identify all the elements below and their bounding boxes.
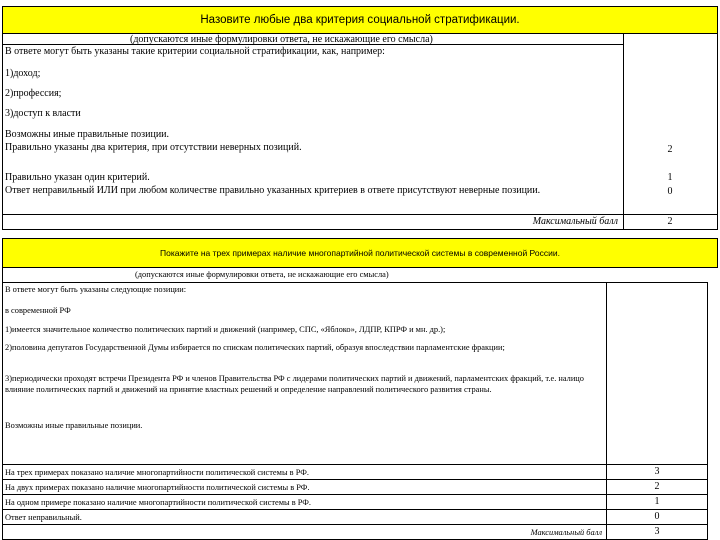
task1-answer-2: 2)профессия; [5,88,62,99]
task2-row-line-1 [2,479,708,480]
task2-criterion-1: На одном примере показано наличие многопартийности политической системы в РФ. [5,498,312,507]
task2-score-0: 0 [654,511,660,522]
task2-criterion-3: На трех примерах показано наличие многопартийности политической системы в РФ. [5,468,309,477]
task2-note-line [2,282,708,283]
task1-answer-1: 1)доход; [5,68,41,79]
task1-criterion-2: Правильно указаны два критерия, при отсутствии неверных позиций. [5,142,302,153]
task2-score-1: 1 [654,496,660,507]
task1-score-0: 0 [667,186,673,197]
task2-criterion-2: На двух примерах показано наличие многопартийности политической системы в РФ. [5,483,310,492]
task2-score-2: 2 [654,481,660,492]
task1-score-divider [623,34,624,230]
task2-question: Покажите на трех примерах наличие многопартийной политической системы в современной России. [160,248,560,258]
task1-criterion-0: Ответ неправильный ИЛИ при любом количестве правильно указанных критериев в ответе присутствуют неверные позиции. [5,185,541,196]
task2-row-line-2 [2,494,708,495]
task1-max-label: Максимальный балл [532,216,618,227]
task1-right-border [717,34,718,230]
task2-score-divider [606,282,607,540]
task1-question-banner [2,6,718,34]
task2-row-line-3 [2,509,708,510]
task1-max-line [2,214,718,215]
task2-answer-intro2: в современной РФ [5,306,71,315]
task2-criterion-0: Ответ неправильный. [5,513,82,522]
task2-max-label: Максимальный балл [530,528,602,537]
task2-answer-2: 2)половина депутатов Государственной Думы избирается по спискам политических партий, образуя впоследствии парламентские фракции; [5,343,505,352]
task2-score-3: 3 [654,466,660,477]
task1-note: (допускаются иные формулировки ответа, не искажающие его смысла) [130,34,433,45]
task1-answer-intro: В ответе могут быть указаны такие критерии социальной стратификации, как, например: [5,46,385,57]
task1-other: Возможны иные правильные позиции. [5,129,170,140]
task1-answer-3: 3)доступ к власти [5,108,81,119]
task2-other: Возможны иные правильные позиции. [5,421,143,430]
task2-answers-bottom [2,464,708,465]
task2-answer-intro: В ответе могут быть указаны следующие позиции: [5,285,187,294]
task2-row-line-4 [2,524,708,525]
task2-answer-3: 3)периодически проходят встречи Президента РФ и членов Правительства РФ с лидерами политических партий и движений, парламентских фракций, т.е. налицо влияние политических партий и движений на принятие властных решений и определение направлений политического развития страны. [5,374,584,394]
task2-note: (допускаются иные формулировки ответа, не искажающие его смысла) [135,270,389,279]
task2-question-banner [2,238,718,268]
task2-table [0,268,720,540]
task1-left-border [2,34,3,230]
task1-score-1: 1 [667,172,673,183]
task2-answer-1: 1)имеется значительное количество политических партий и движений (например, СПС, «Яблоко», ЛДПР, КПРФ и мн. др.); [5,325,446,334]
task2-max-score: 3 [654,526,660,537]
task2-score-right [707,282,708,540]
task1-table [0,34,720,230]
task1-max-score: 2 [667,216,673,227]
task1-score-2: 2 [667,144,673,155]
task1-criterion-1: Правильно указан один критерий. [5,172,150,183]
task1-bottom-line [2,229,718,230]
task1-question: Назовите любые два критерия социальной стратификации. [200,14,520,26]
task2-left-border [2,268,3,540]
